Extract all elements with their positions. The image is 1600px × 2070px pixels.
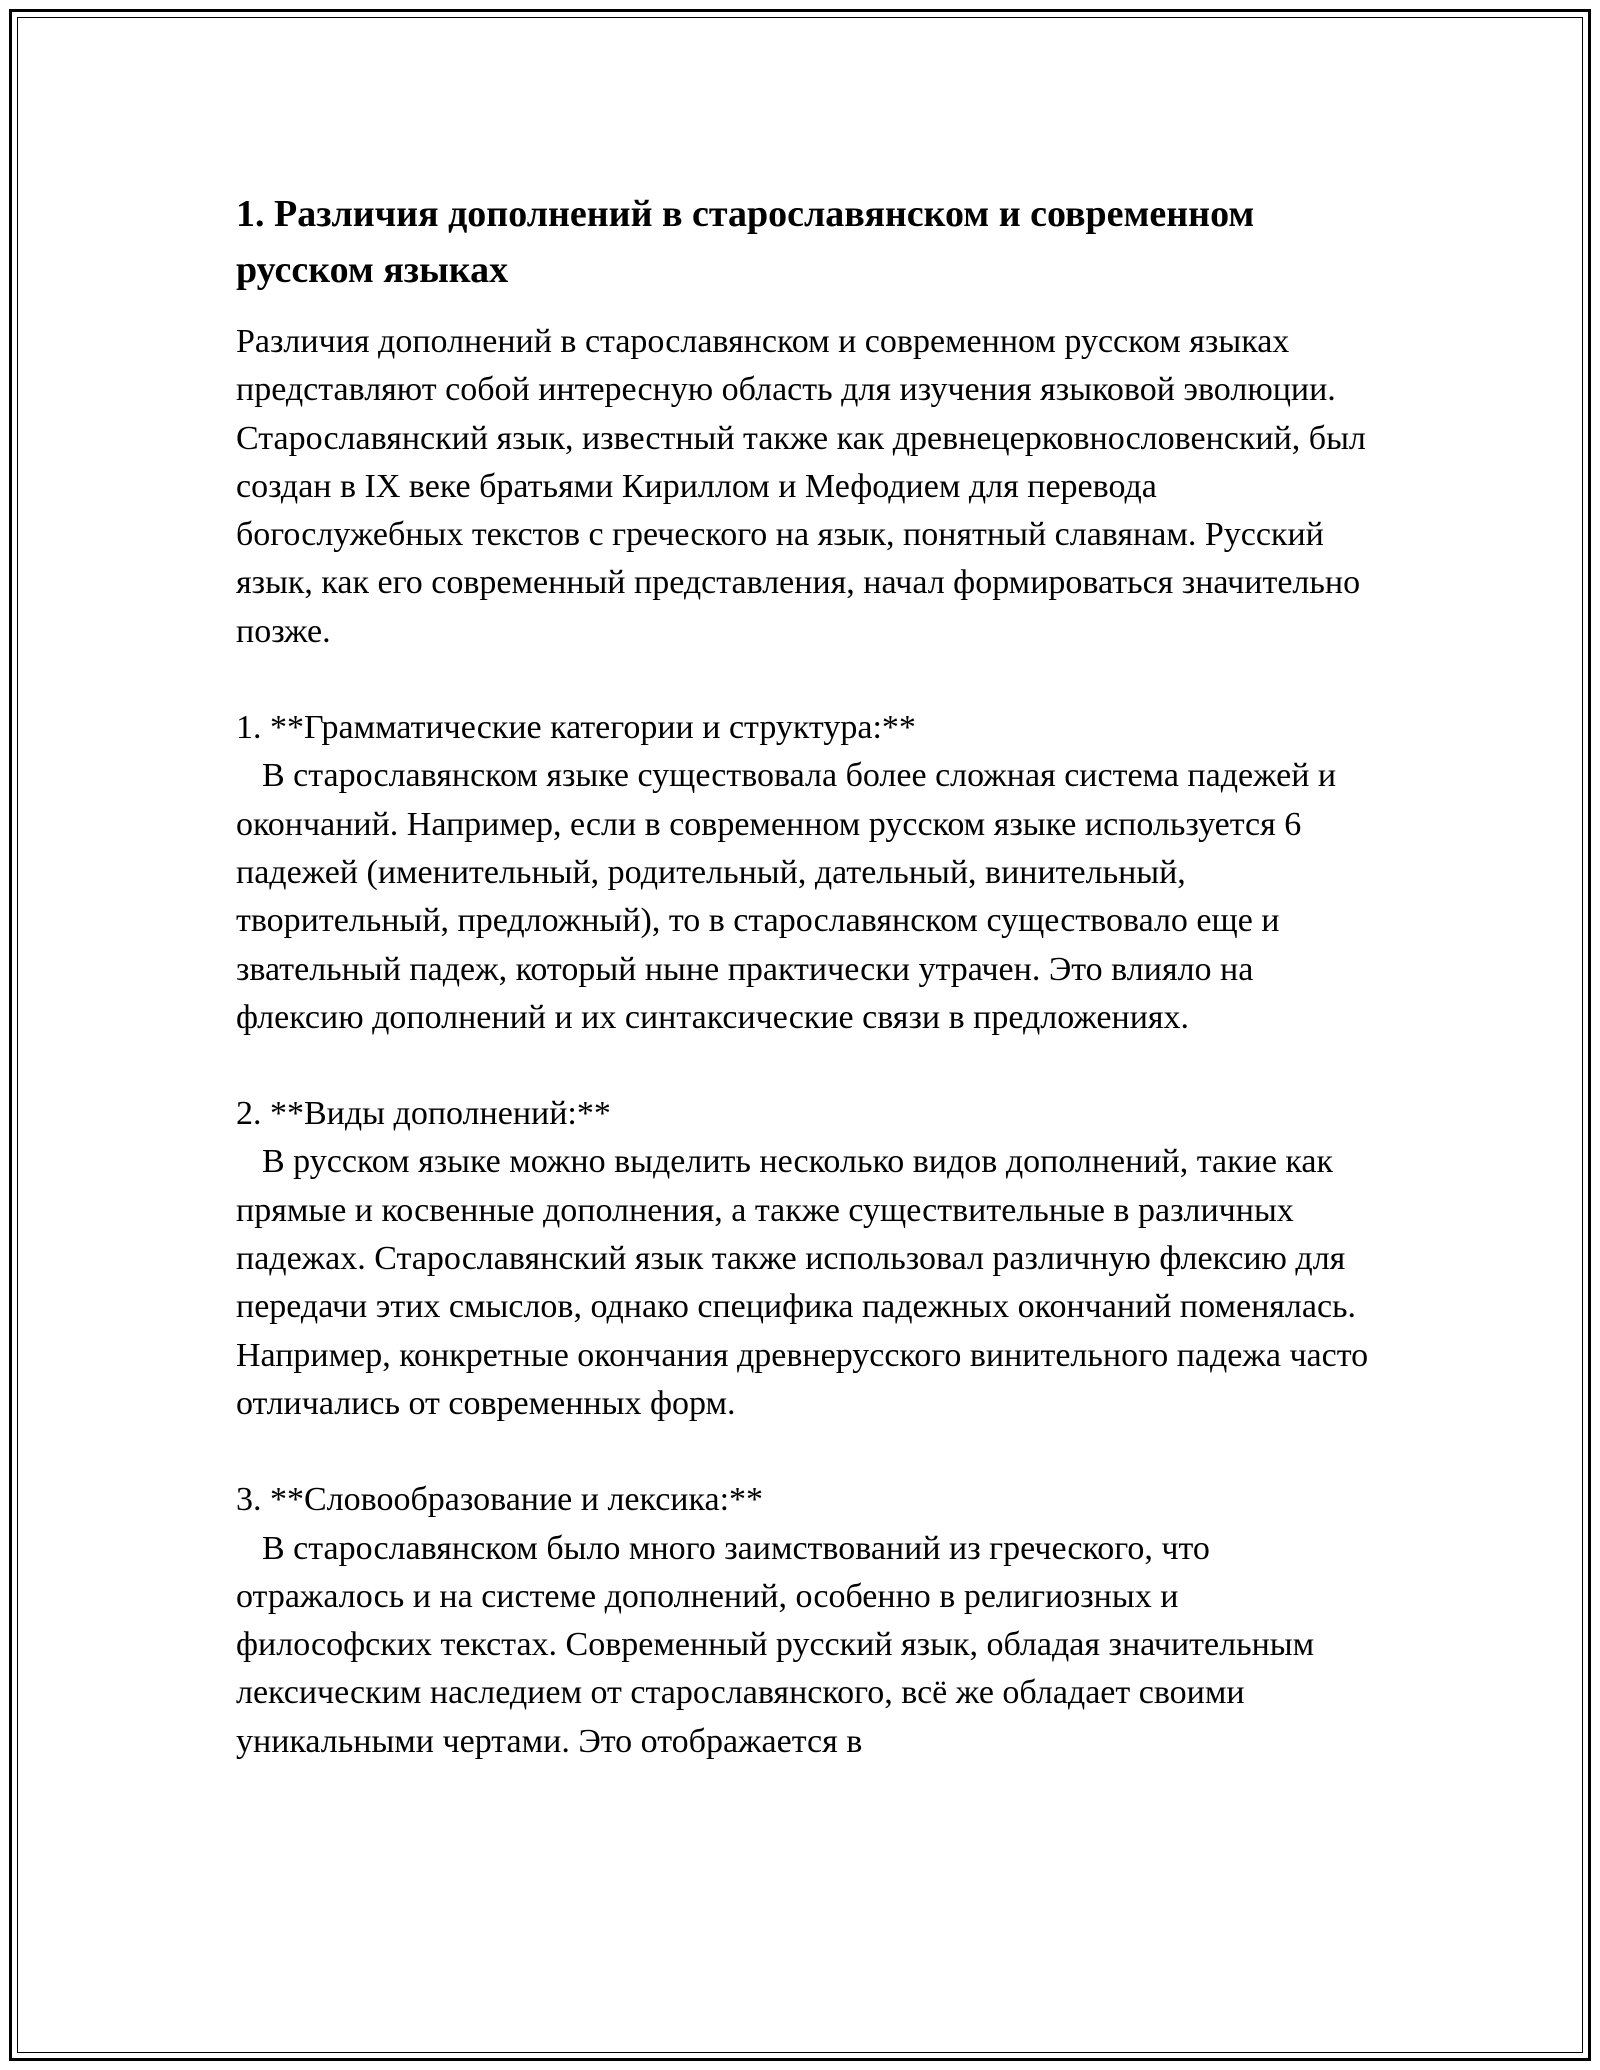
document-content xyxy=(236,186,1372,1766)
intro-paragraph: Различия дополнений в старославянском и современном русском языках представляют собой интересную область для изучения языковой эволюции. Старославянский язык, известный также как древнецерковнословенский, был создан в IX веке братьями Кириллом и Мефодием для перевода богослужебных текстов с греческого на язык, понятный славянам. Русский язык, как его современный представления, начал формироваться значительно позже. xyxy=(236,323,1366,650)
section-title: 1. Различия дополнений в старославянском и современном русском языках xyxy=(236,193,1255,291)
list-item-heading: 2. **Виды дополнений:** xyxy=(236,1095,611,1133)
list-item xyxy=(236,1476,1372,1766)
list-item-body: В русском языке можно выделить несколько видов дополнений, такие как прямые и косвенные дополнения, а также существительные в различных падежах. Старославянский язык также использовал различную флексию для передачи этих смыслов, однако специфика падежных окончаний поменялась. Например, конкретные окончания древнерусского винительного падежа часто отличались от современных форм. xyxy=(236,1143,1369,1422)
list-item-body: В старославянском языке существовала более сложная система падежей и окончаний. Например, если в современном русском языке используется 6 падежей (именительный, родительный, дательный, винительный, творительный, предложный), то в старославянском существовало еще и звательный падеж, который ныне практически утрачен. Это влияло на флексию дополнений и их синтаксические связи в предложениях. xyxy=(236,757,1337,1036)
list-item xyxy=(236,704,1372,1042)
list-item xyxy=(236,1090,1372,1428)
list-item-heading: 3. **Словообразование и лексика:** xyxy=(236,1481,764,1519)
list-item-body: В старославянском было много заимствований из греческого, что отражалось и на системе дополнений, особенно в религиозных и философских текстах. Современный русский язык, обладая значительным лексическим наследием от старославянского, всё же обладает своими уникальными чертами. Это отображается в xyxy=(236,1529,1315,1760)
list-item-heading: 1. **Грамматические категории и структура:** xyxy=(236,709,916,747)
